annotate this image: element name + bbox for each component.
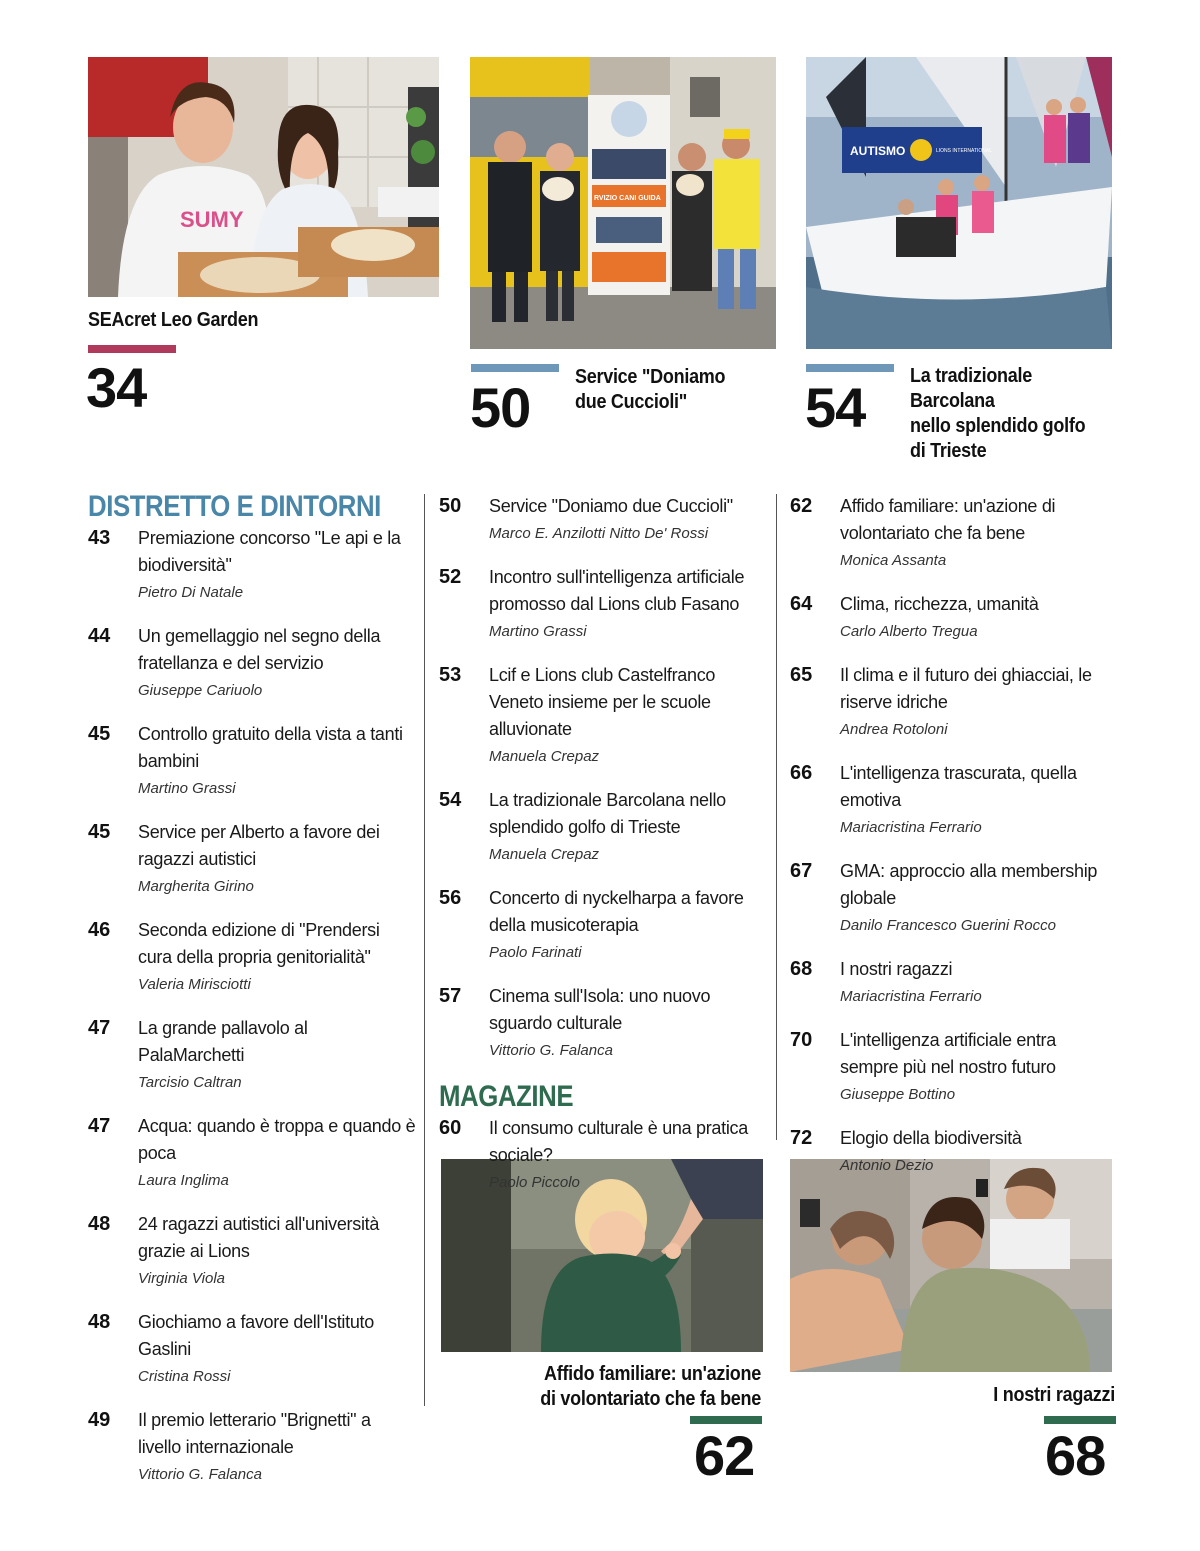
toc-entry-page-number: 56 (439, 887, 462, 909)
toc-entry-page-number: 57 (439, 985, 462, 1007)
toc-entry[interactable] (439, 493, 769, 548)
toc-entry[interactable] (790, 1027, 1115, 1109)
toc-entry-body (840, 760, 1115, 842)
toc-entry-page-number: 60 (439, 1117, 462, 1139)
toc-entry-title: Clima, ricchezza, umanità (840, 594, 1039, 614)
toc-entry-title: Cinema sull'Isola: uno nuovo sguardo culturale (489, 986, 711, 1033)
toc-entry[interactable] (439, 564, 769, 646)
feature-54-number: 54 (805, 376, 866, 439)
toc-entry-title: L'intelligenza trascurata, quella emotiva (840, 763, 1077, 810)
toc-entry-body (840, 591, 1115, 646)
toc-entry-author: Margherita Girino (138, 878, 254, 895)
toc-entry-body (840, 1027, 1115, 1109)
toc-entry-page-number: 46 (88, 919, 111, 941)
toc-entry-page-number: 66 (790, 762, 813, 784)
toc-entry-body (138, 1015, 416, 1097)
feature-54-caption-line-2: Barcolana (910, 390, 995, 412)
toc-entry[interactable] (790, 760, 1115, 842)
toc-entry-title: Acqua: quando è troppa e quando è poca (138, 1116, 416, 1163)
toc-column-distretto (88, 491, 416, 1505)
toc-entry[interactable] (88, 917, 416, 999)
sailboat-banner-text: AUTISMO (850, 144, 906, 158)
toc-list-middle (439, 493, 769, 1065)
toc-entry-author: Mariacristina Ferrario (840, 988, 982, 1005)
feature-68-caption: I nostri ragazzi (993, 1384, 1115, 1406)
feature-62-caption-line-1: Affido familiare: un'azione (543, 1363, 761, 1385)
toc-entry-page-number: 64 (790, 593, 813, 615)
toc-entry-title: Service "Doniamo due Cuccioli" (489, 496, 733, 516)
toc-entry-body (489, 787, 769, 869)
toc-entry-body (489, 983, 769, 1065)
photo-seacret-leo-garden (88, 57, 439, 297)
toc-entry[interactable] (790, 1125, 1115, 1180)
toc-entry[interactable] (790, 493, 1115, 575)
feature-54-caption (910, 364, 1108, 464)
toc-entry-title: Un gemellaggio nel segno della fratellanza e del servizio (138, 626, 381, 673)
toc-entry-author: Antonio Dezio (840, 1157, 934, 1174)
toc-entry-body (840, 858, 1115, 940)
toc-entry-page-number: 54 (439, 789, 462, 811)
toc-entry[interactable] (439, 662, 769, 771)
toc-entry-title: Il premio letterario "Brignetti" a livello internazionale (138, 1410, 371, 1457)
toc-entry-page-number: 53 (439, 664, 462, 686)
toc-entry-author: Virginia Viola (138, 1270, 226, 1287)
feature-50-caption (575, 365, 755, 415)
feature-50-bar (471, 364, 559, 372)
feature-68-number: 68 (1045, 1424, 1106, 1487)
toc-entry-body (138, 1407, 416, 1489)
feature-68-bar (1044, 1416, 1116, 1424)
column-divider-right (776, 494, 777, 1140)
feature-62-caption-line-2: di volontariato che fa bene (540, 1388, 761, 1410)
toc-entry[interactable] (88, 1309, 416, 1391)
toc-entry-page-number: 70 (790, 1029, 813, 1051)
shirt-text: SUMY (180, 207, 244, 232)
toc-entry-body (840, 662, 1115, 744)
toc-entry-body (138, 1211, 416, 1293)
toc-entry-body (138, 1113, 416, 1195)
photo-barcolana (806, 57, 1112, 349)
toc-entry-page-number: 48 (88, 1213, 111, 1235)
toc-entry-body (489, 1115, 769, 1197)
toc-entry-author: Manuela Crepaz (489, 846, 600, 863)
toc-entry-page-number: 67 (790, 860, 813, 882)
toc-entry[interactable] (88, 721, 416, 803)
feature-50-caption-line-1: Service "Doniamo (575, 366, 726, 388)
toc-entry-title: L'intelligenza artificiale entra sempre più nel nostro futuro (840, 1030, 1056, 1077)
toc-entry-title: Service per Alberto a favore dei ragazzi autistici (138, 822, 380, 869)
toc-entry-author: Valeria Mirisciotti (138, 976, 251, 993)
toc-entry-title: Seconda edizione di "Prendersi cura della propria genitorialità" (138, 920, 380, 967)
toc-entry-page-number: 62 (790, 495, 813, 517)
toc-entry-author: Monica Assanta (840, 552, 947, 569)
toc-entry[interactable] (88, 1113, 416, 1195)
toc-entry[interactable] (88, 623, 416, 705)
toc-entry[interactable] (88, 1211, 416, 1293)
toc-entry-title: 24 ragazzi autistici all'università grazie ai Lions (138, 1214, 380, 1261)
toc-column-right (790, 493, 1115, 1196)
toc-entry-title: Controllo gratuito della vista a tanti bambini (138, 724, 403, 771)
toc-entry[interactable] (790, 591, 1115, 646)
toc-entry-title: Il consumo culturale è una pratica sociale? (489, 1118, 748, 1165)
toc-entry-page-number: 72 (790, 1127, 813, 1149)
toc-entry-page-number: 43 (88, 527, 111, 549)
toc-entry-page-number: 68 (790, 958, 813, 980)
toc-entry-body (489, 885, 769, 967)
section-title-distretto: DISTRETTO E DINTORNI (88, 490, 381, 523)
toc-entry[interactable] (790, 858, 1115, 940)
toc-entry-title: Incontro sull'intelligenza artificiale promosso dal Lions club Fasano (489, 567, 745, 614)
toc-entry-author: Paolo Piccolo (489, 1174, 580, 1191)
toc-entry-page-number: 52 (439, 566, 462, 588)
toc-entry-title: Affido familiare: un'azione di volontariato che fa bene (840, 496, 1056, 543)
feature-54-caption-line-3: nello splendido golfo (910, 415, 1086, 437)
toc-entry-title: La tradizionale Barcolana nello splendido golfo di Trieste (489, 790, 726, 837)
column-divider-left (424, 494, 425, 1406)
toc-column-middle (439, 493, 769, 1213)
toc-entry-body (840, 493, 1115, 575)
toc-entry-author: Andrea Rotoloni (840, 721, 948, 738)
toc-entry-page-number: 49 (88, 1409, 111, 1431)
toc-entry-body (138, 819, 416, 901)
toc-entry-body (489, 564, 769, 646)
feature-62-bar (690, 1416, 762, 1424)
feature-34-number: 34 (86, 356, 147, 419)
toc-entry-author: Tarcisio Caltran (138, 1074, 242, 1091)
dog-banner-text: RVIZIO CANI GUIDA (594, 195, 661, 202)
toc-entry-author: Carlo Alberto Tregua (840, 623, 978, 640)
toc-entry-title: Giochiamo a favore dell'Istituto Gaslini (138, 1312, 374, 1359)
toc-entry-page-number: 50 (439, 495, 462, 517)
toc-entry-body (138, 1309, 416, 1391)
toc-entry-body (489, 493, 769, 548)
toc-entry-title: I nostri ragazzi (840, 959, 953, 979)
section-title-magazine: MAGAZINE (439, 1080, 574, 1113)
toc-entry[interactable] (88, 819, 416, 901)
toc-entry-title: Lcif e Lions club Castelfranco Veneto insieme per le scuole alluvionate (489, 665, 716, 739)
feature-62-number: 62 (694, 1424, 755, 1487)
toc-entry-title: Elogio della biodiversità (840, 1128, 1022, 1148)
toc-entry[interactable] (439, 1115, 769, 1197)
toc-entry-author: Marco E. Anzilotti Nitto De' Rossi (489, 525, 709, 542)
toc-entry-title: Concerto di nyckelharpa a favore della musicoterapia (489, 888, 744, 935)
toc-entry-body (138, 623, 416, 705)
toc-entry-body (138, 721, 416, 803)
toc-entry-author: Vittorio G. Falanca (138, 1466, 262, 1483)
toc-entry-author: Pietro Di Natale (138, 584, 244, 601)
sailboat-banner-sub: LIONS INTERNATIONAL (936, 148, 993, 154)
feature-34-bar (88, 345, 176, 353)
toc-entry[interactable] (790, 956, 1115, 1011)
feature-50-caption-line-2: due Cuccioli" (575, 391, 688, 413)
toc-entry-body (489, 662, 769, 771)
toc-entry-body (138, 525, 416, 607)
toc-entry-title: GMA: approccio alla membership globale (840, 861, 1098, 908)
feature-62-caption (526, 1362, 761, 1412)
toc-entry[interactable] (88, 1407, 416, 1489)
toc-list-magazine (439, 1115, 769, 1197)
toc-entry-page-number: 48 (88, 1311, 111, 1333)
toc-entry-author: Giuseppe Bottino (840, 1086, 956, 1103)
toc-entry-author: Mariacristina Ferrario (840, 819, 982, 836)
toc-entry-body (840, 956, 1115, 1011)
toc-entry[interactable] (439, 983, 769, 1065)
toc-list-distretto (88, 525, 416, 1489)
toc-list-right (790, 493, 1115, 1180)
toc-entry-author: Laura Inglima (138, 1172, 229, 1189)
toc-entry-page-number: 45 (88, 723, 111, 745)
toc-entry-page-number: 44 (88, 625, 111, 647)
toc-entry-title: Il clima e il futuro dei ghiacciai, le riserve idriche (840, 665, 1092, 712)
toc-entry[interactable] (439, 787, 769, 869)
toc-entry-author: Danilo Francesco Guerini Rocco (840, 917, 1056, 934)
toc-entry-author: Manuela Crepaz (489, 748, 600, 765)
toc-entry-author: Paolo Farinati (489, 944, 582, 961)
toc-entry-body (138, 917, 416, 999)
toc-entry-page-number: 47 (88, 1017, 111, 1039)
feature-50-number: 50 (470, 376, 531, 439)
toc-entry-body (840, 1125, 1115, 1180)
feature-34-caption: SEAcret Leo Garden (88, 309, 259, 331)
toc-entry-page-number: 47 (88, 1115, 111, 1137)
toc-entry-author: Cristina Rossi (138, 1368, 231, 1385)
toc-entry[interactable] (790, 662, 1115, 744)
toc-entry-title: La grande pallavolo al PalaMarchetti (138, 1018, 308, 1065)
toc-entry-author: Martino Grassi (138, 780, 236, 797)
feature-54-bar (806, 364, 894, 372)
toc-entry-title: Premiazione concorso "Le api e la biodiversità" (138, 528, 401, 575)
toc-entry-author: Vittorio G. Falanca (489, 1042, 613, 1059)
toc-entry-author: Martino Grassi (489, 623, 587, 640)
feature-54-caption-line-1: La tradizionale (910, 365, 1032, 387)
toc-entry-page-number: 45 (88, 821, 111, 843)
photo-doniamo-cuccioli (470, 57, 776, 349)
toc-entry[interactable] (88, 525, 416, 607)
toc-entry[interactable] (439, 885, 769, 967)
toc-entry-author: Giuseppe Cariuolo (138, 682, 263, 699)
toc-entry[interactable] (88, 1015, 416, 1097)
feature-54-caption-line-4: di Trieste (910, 440, 987, 462)
toc-entry-page-number: 65 (790, 664, 813, 686)
